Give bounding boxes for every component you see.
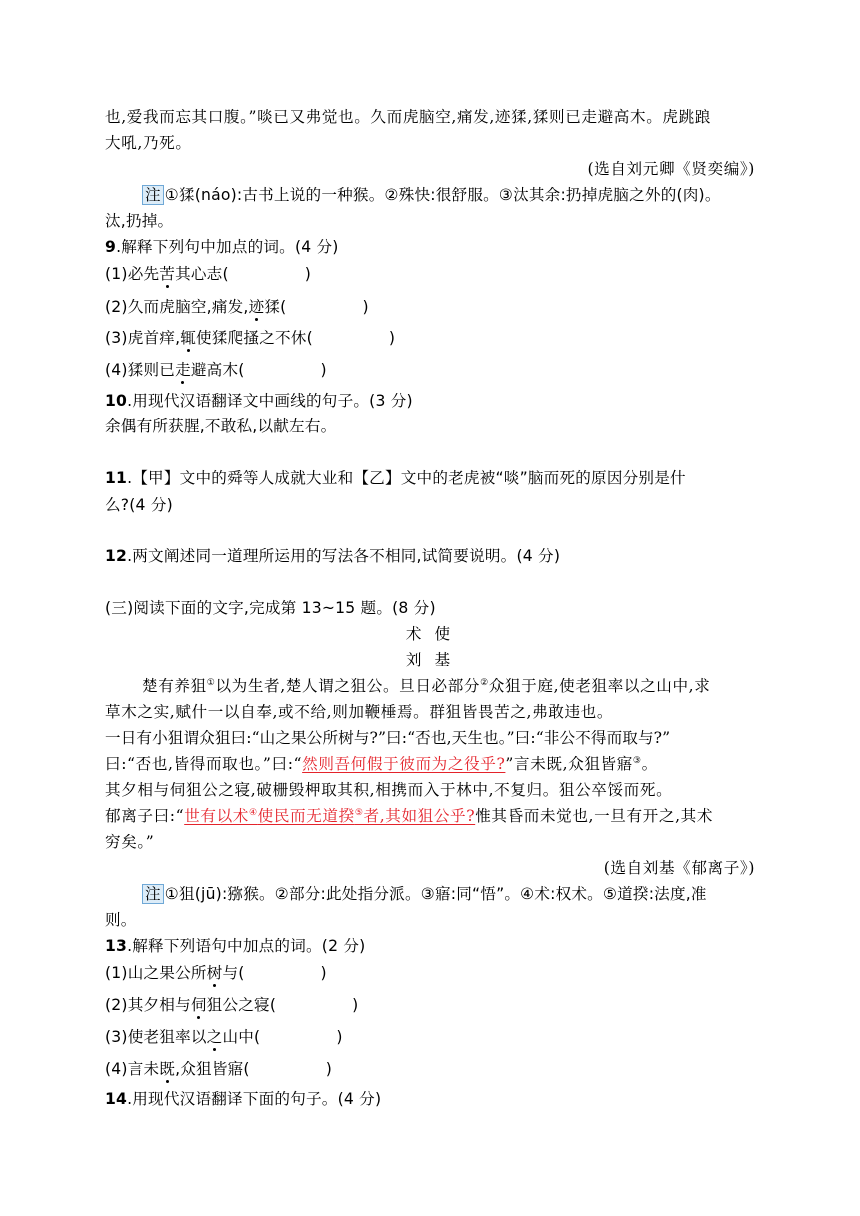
note-2-line-2: 则。: [105, 911, 137, 929]
question-14: 14.用现代汉语翻译下面的句子。(4 分): [105, 1090, 382, 1108]
question-13: 13.解释下列语句中加点的词。(2 分): [105, 937, 366, 955]
essay-title: 术 使: [405, 625, 455, 643]
question-13-item-2: (2)其夕相与伺狙公之寝( ): [105, 996, 359, 1014]
question-11-line-2: 么?(4 分): [105, 496, 173, 514]
dotted-word: 苦: [159, 265, 176, 283]
underlined-sentence: 世有以术④使民而无道揆⑤者,其如狙公乎?: [184, 807, 476, 825]
note-2-line-1: 注 ①狙(jū):猕猴。②部分:此处指分派。③寤:同“悟”。④术:权术。⑤道揆:法度,准: [142, 883, 707, 905]
essay-para-4-line-1: 郁离子曰:“世有以术④使民而无道揆⑤者,其如狙公乎?惟其昏而未觉也,一旦有开之,其术: [105, 807, 714, 825]
dotted-word: 迹: [248, 298, 265, 316]
note-tag: 注: [142, 185, 164, 205]
question-9-item-1: (1)必先苦其心志( ): [105, 265, 312, 283]
question-9-item-3: (3)虎首痒,辄使猱爬搔之不休( ): [105, 329, 396, 347]
note-1-line-2: 汰,扔掉。: [105, 212, 174, 230]
essay-para-1-line-1: 楚有养狙①以为生者,楚人谓之狙公。旦日必部分②众狙于庭,使老狙率以之山中,求: [142, 677, 711, 695]
passage-b-source: (选自刘元卿《贤奕编》): [587, 160, 755, 178]
question-9-item-4: (4)猱则已走避高木( ): [105, 361, 327, 379]
question-13-item-1: (1)山之果公所树与( ): [105, 964, 327, 982]
question-9-item-2: (2)久而虎脑空,痛发,迹猱( ): [105, 298, 369, 316]
dotted-word: 之: [206, 1028, 223, 1046]
essay-para-2-line-2: 曰:“否也,皆得而取也。”曰:“然则吾何假于彼而为之役乎?”言未既,众狙皆寤③。: [105, 755, 658, 773]
passage-b-line-1: 也,爱我而忘其口腹。”啖已又弗觉也。久而虎脑空,痛发,迹猱,猱则已走避高木。虎跳踉: [105, 108, 711, 126]
question-13-item-4: (4)言未既,众狙皆寤( ): [105, 1060, 332, 1078]
question-10-sentence: 余偶有所获腥,不敢私,以献左右。: [105, 417, 337, 435]
essay-para-2-line-1: 一日有小狙谓众狙曰:“山之果公所树与?”曰:“否也,天生也。”曰:“非公不得而取与?”: [105, 729, 671, 747]
section-3-heading: (三)阅读下面的文字,完成第 13~15 题。(8 分): [105, 599, 436, 617]
note-tag: 注: [142, 884, 164, 904]
dotted-word: 辄: [180, 329, 197, 347]
underlined-sentence: 然则吾何假于彼而为之役乎?: [302, 755, 506, 773]
dotted-word: 树: [206, 964, 223, 982]
note-1-line-1: 注 ①猱(náo):古书上说的一种猴。②殊快:很舒服。③汰其余:扔掉虎脑之外的(肉)。: [142, 184, 721, 206]
question-13-item-3: (3)使老狙率以之山中( ): [105, 1028, 343, 1046]
dotted-word: 走: [175, 361, 191, 379]
essay-para-3: 其夕相与伺狙公之寝,破栅毁柙取其积,相携而入于林中,不复归。狙公卒馁而死。: [105, 781, 673, 799]
essay-author: 刘 基: [405, 651, 455, 669]
question-12: 12.两文阐述同一道理所运用的写法各不相同,试简要说明。(4 分): [105, 547, 561, 565]
question-9: 9.解释下列句中加点的词。(4 分): [105, 238, 339, 256]
essay-para-4-line-2: 穷矣。”: [105, 833, 155, 851]
question-11-line-1: 11.【甲】文中的舜等人成就大业和【乙】文中的老虎被“啖”脑而死的原因分别是什: [105, 469, 686, 487]
essay-source: (选自刘基《郁离子》): [603, 859, 755, 877]
dotted-word: 伺: [190, 996, 207, 1014]
passage-b-line-2: 大吼,乃死。: [105, 134, 192, 152]
question-10: 10.用现代汉语翻译文中画线的句子。(3 分): [105, 392, 413, 410]
dotted-word: 既: [159, 1060, 176, 1078]
essay-para-1-line-2: 草木之实,赋什一以自奉,或不给,则加鞭棰焉。群狙皆畏苦之,弗敢违也。: [105, 703, 614, 721]
